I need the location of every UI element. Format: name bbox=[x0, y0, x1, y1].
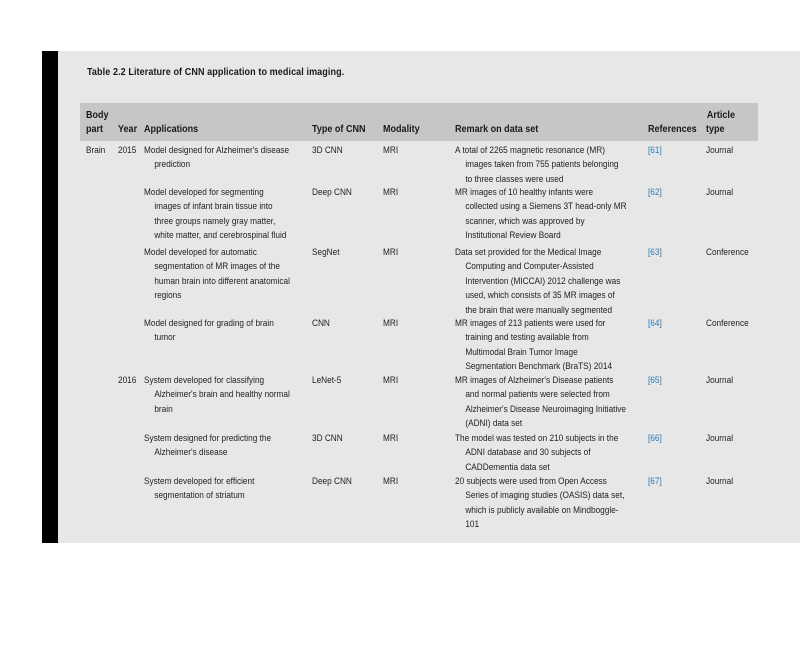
cell-remark-line: which is publicly available on Mindboggle- bbox=[465, 504, 619, 516]
cell-article-type: Journal bbox=[706, 145, 734, 156]
cell-remark-line: A total of 2265 magnetic resonance (MR) bbox=[455, 145, 605, 156]
cell-remark-line: scanner, which was approved by bbox=[465, 215, 585, 227]
header-body-part: Body part bbox=[86, 109, 109, 135]
cell-remark-line: Series of imaging studies (OASIS) data set, bbox=[465, 490, 625, 502]
cell-application-line: segmentation of MR images of the bbox=[154, 261, 280, 273]
reference-link[interactable]: [65] bbox=[648, 375, 662, 386]
cell-remark-line: MR images of 213 patients were used for bbox=[455, 318, 606, 329]
cell-remark bbox=[455, 246, 620, 318]
table-caption: Table 2.2 Literature of CNN application to medical imaging. bbox=[87, 66, 345, 78]
cell-modality: MRI bbox=[383, 318, 399, 329]
margin-bar bbox=[42, 51, 58, 543]
cell-modality: MRI bbox=[383, 145, 399, 156]
cell-remark-line: 101 bbox=[465, 519, 480, 531]
cell-remark-line: to three classes were used bbox=[465, 173, 564, 185]
cell-application bbox=[144, 144, 289, 173]
cell-modality: MRI bbox=[383, 476, 399, 487]
cell-application-line: Model developed for segmenting bbox=[144, 187, 264, 198]
cell-remark-line: Institutional Review Board bbox=[465, 230, 561, 242]
cell-remark-line: and normal patients were selected from bbox=[465, 389, 610, 401]
cell-article-type: Journal bbox=[706, 433, 734, 444]
cell-body-part: Brain bbox=[86, 145, 106, 156]
cell-application-line: Model designed for grading of brain bbox=[144, 318, 274, 329]
reference-link[interactable]: [62] bbox=[648, 187, 662, 198]
cell-application-line: three groups namely gray matter, bbox=[154, 215, 276, 227]
reference-link[interactable]: [66] bbox=[648, 433, 662, 444]
cell-remark-line: MR images of 10 healthy infants were bbox=[455, 187, 594, 198]
cell-remark-line: Segmentation Benchmark (BraTS) 2014 bbox=[465, 361, 613, 373]
cell-modality: MRI bbox=[383, 433, 399, 444]
cell-application-line: white matter, and cerebrospinal fluid bbox=[154, 230, 287, 242]
cell-remark-line: training and testing available from bbox=[465, 332, 589, 344]
cell-remark-line: ADNI database and 30 subjects of bbox=[465, 447, 591, 459]
cell-cnn-type: Deep CNN bbox=[312, 187, 352, 198]
cell-article-type: Journal bbox=[706, 187, 734, 198]
cell-application-line: regions bbox=[154, 290, 182, 302]
cell-application-line: Model designed for Alzheimer's disease bbox=[144, 145, 290, 156]
cell-application bbox=[144, 246, 290, 304]
cell-remark bbox=[455, 186, 627, 244]
cell-article-type: Conference bbox=[706, 247, 749, 258]
cell-remark bbox=[455, 475, 624, 533]
cell-remark-line: collected using a Siemens 3T head-only MR bbox=[465, 201, 627, 213]
cell-cnn-type: CNN bbox=[312, 318, 330, 329]
cell-application-line: Alzheimer's disease bbox=[154, 447, 228, 459]
cell-application-line: human brain into different anatomical bbox=[154, 275, 290, 287]
cell-application-line: images of infant brain tissue into bbox=[154, 201, 273, 213]
reference-link[interactable]: [61] bbox=[648, 145, 662, 156]
cell-modality: MRI bbox=[383, 187, 399, 198]
reference-link[interactable]: [63] bbox=[648, 247, 662, 258]
cell-remark-line: Computing and Computer-Assisted bbox=[465, 261, 594, 273]
header-type-of-cnn: Type of CNN bbox=[312, 123, 366, 135]
cell-article-type: Journal bbox=[706, 375, 734, 386]
cell-year: 2016 bbox=[118, 375, 137, 386]
document-page bbox=[42, 51, 800, 543]
cell-remark-line: (ADNI) data set bbox=[465, 418, 523, 430]
cell-application-line: System designed for predicting the bbox=[144, 433, 272, 444]
header-modality: Modality bbox=[383, 123, 420, 135]
header-remark: Remark on data set bbox=[455, 123, 539, 135]
cell-remark-line: The model was tested on 210 subjects in the bbox=[455, 433, 619, 444]
cell-cnn-type: Deep CNN bbox=[312, 476, 352, 487]
header-applications: Applications bbox=[144, 123, 199, 135]
cell-application-line: tumor bbox=[154, 332, 176, 344]
cell-remark-line: used, which consists of 35 MR images of bbox=[465, 290, 615, 302]
cell-application-line: prediction bbox=[154, 159, 191, 171]
cell-application bbox=[144, 432, 271, 461]
table-header-row bbox=[80, 103, 758, 141]
cell-remark bbox=[455, 374, 626, 432]
cell-cnn-type: 3D CNN bbox=[312, 433, 343, 444]
cell-article-type: Journal bbox=[706, 476, 734, 487]
cell-modality: MRI bbox=[383, 375, 399, 386]
cell-application-line: System developed for efficient bbox=[144, 476, 255, 487]
cell-modality: MRI bbox=[383, 247, 399, 258]
cell-remark-line: CADDementia data set bbox=[465, 461, 550, 473]
cell-remark-line: images taken from 755 patients belonging bbox=[465, 159, 619, 171]
cell-application bbox=[144, 317, 274, 346]
reference-link[interactable]: [64] bbox=[648, 318, 662, 329]
cell-application bbox=[144, 475, 254, 504]
cell-application bbox=[144, 186, 286, 244]
header-year: Year bbox=[118, 123, 138, 135]
cell-application bbox=[144, 374, 290, 417]
cell-remark-line: Multimodal Brain Tumor Image bbox=[465, 346, 578, 358]
cell-remark-line: 20 subjects were used from Open Access bbox=[455, 476, 607, 487]
cell-remark-line: Alzheimer's Disease Neuroimaging Initiative bbox=[465, 403, 627, 415]
header-article-type: Article type bbox=[706, 109, 735, 135]
cell-remark-line: MR images of Alzheimer's Disease patients bbox=[455, 375, 614, 386]
cell-cnn-type: 3D CNN bbox=[312, 145, 343, 156]
cell-cnn-type: LeNet-5 bbox=[312, 375, 342, 386]
cell-application-line: Alzheimer's brain and healthy normal bbox=[154, 389, 290, 401]
cell-application-line: System developed for classifying bbox=[144, 375, 265, 386]
cell-remark bbox=[455, 144, 619, 187]
reference-link[interactable]: [67] bbox=[648, 476, 662, 487]
cell-article-type: Conference bbox=[706, 318, 749, 329]
header-references: References bbox=[648, 123, 697, 135]
cell-remark-line: the brain that were manually segmented bbox=[465, 304, 613, 316]
cell-application-line: brain bbox=[154, 403, 173, 415]
cell-year: 2015 bbox=[118, 145, 137, 156]
cell-remark-line: Data set provided for the Medical Image bbox=[455, 247, 602, 258]
cell-remark bbox=[455, 432, 618, 475]
cell-remark bbox=[455, 317, 612, 375]
cell-cnn-type: SegNet bbox=[312, 247, 340, 258]
cell-application-line: segmentation of striatum bbox=[154, 490, 245, 502]
cell-remark-line: Intervention (MICCAI) 2012 challenge was bbox=[465, 275, 621, 287]
cell-application-line: Model developed for automatic bbox=[144, 247, 257, 258]
